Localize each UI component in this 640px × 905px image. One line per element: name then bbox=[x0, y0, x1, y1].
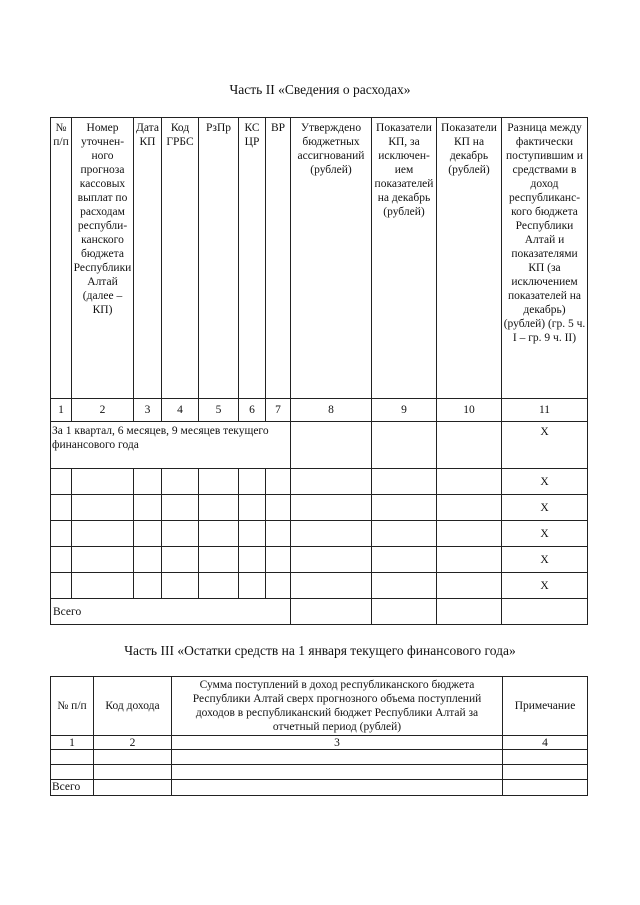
header-cell: ВР bbox=[266, 118, 291, 399]
header-cell: Сумма поступлений в доход республиканского бюджета Республики Алтай сверх прогнозного объема поступлений доходов в республиканский бюджет Республики Алтай за отчетный период (рублей) bbox=[172, 677, 503, 736]
column-number: 1 bbox=[51, 399, 72, 422]
column-number: 3 bbox=[134, 399, 162, 422]
x-mark: Х bbox=[502, 495, 588, 521]
table-cell bbox=[291, 521, 372, 547]
header-cell: Дата КП bbox=[134, 118, 162, 399]
table-cell bbox=[199, 495, 239, 521]
table-cell bbox=[503, 765, 588, 780]
table-cell bbox=[372, 599, 437, 625]
column-number: 9 bbox=[372, 399, 437, 422]
table-cell bbox=[239, 495, 266, 521]
column-number: 8 bbox=[291, 399, 372, 422]
quarter-row bbox=[51, 422, 588, 469]
table-cell bbox=[162, 573, 199, 599]
total-row bbox=[51, 780, 588, 796]
table-cell bbox=[372, 469, 437, 495]
table-cell bbox=[266, 521, 291, 547]
table-cell bbox=[199, 547, 239, 573]
table-cell bbox=[437, 573, 502, 599]
x-mark: Х bbox=[502, 521, 588, 547]
table-cell bbox=[239, 469, 266, 495]
table-cell bbox=[162, 547, 199, 573]
table-cell bbox=[239, 521, 266, 547]
table-cell bbox=[502, 599, 588, 625]
table-cell bbox=[51, 573, 72, 599]
table-cell bbox=[372, 547, 437, 573]
column-number: 1 bbox=[51, 736, 94, 750]
table-cell bbox=[134, 547, 162, 573]
table-cell bbox=[291, 469, 372, 495]
balances-table bbox=[50, 676, 588, 796]
part2-title: Часть II «Сведения о расходах» bbox=[229, 82, 411, 97]
table-row bbox=[51, 750, 588, 765]
column-number-row bbox=[51, 736, 588, 750]
quarter-label: За 1 квартал, 6 месяцев, 9 месяцев текущего финансового года bbox=[51, 422, 291, 469]
table-cell bbox=[94, 780, 172, 796]
x-mark: Х bbox=[502, 573, 588, 599]
table-cell bbox=[72, 573, 134, 599]
table-cell bbox=[51, 765, 94, 780]
table-cell bbox=[503, 780, 588, 796]
table-cell bbox=[437, 521, 502, 547]
header-cell: № п/п bbox=[51, 677, 94, 736]
table-cell bbox=[51, 521, 72, 547]
table-cell bbox=[266, 469, 291, 495]
table-cell bbox=[51, 495, 72, 521]
expenses-table bbox=[50, 117, 588, 625]
header-cell: Код дохода bbox=[94, 677, 172, 736]
table-cell bbox=[172, 765, 503, 780]
column-number: 5 bbox=[199, 399, 239, 422]
table-cell bbox=[372, 495, 437, 521]
column-number: 10 bbox=[437, 399, 502, 422]
column-number: 11 bbox=[502, 399, 588, 422]
header-cell: Код ГРБС bbox=[162, 118, 199, 399]
header-cell: Номер уточненного прогноза кассовых выплат по расходам республиканского бюджета Республики Алтай (далее – КП) bbox=[72, 118, 134, 399]
table-cell bbox=[94, 765, 172, 780]
column-number: 7 bbox=[266, 399, 291, 422]
header-cell: Показатели КП, за исключением показателей на декабрь (рублей) bbox=[372, 118, 437, 399]
table-row bbox=[51, 469, 588, 495]
table-cell bbox=[199, 469, 239, 495]
table-cell bbox=[372, 422, 437, 469]
table-cell bbox=[51, 547, 72, 573]
table-cell bbox=[172, 750, 503, 765]
table-cell bbox=[72, 547, 134, 573]
table-cell bbox=[239, 547, 266, 573]
column-number: 3 bbox=[172, 736, 503, 750]
x-mark: Х bbox=[502, 547, 588, 573]
x-mark: Х bbox=[502, 422, 588, 469]
table-cell bbox=[134, 469, 162, 495]
header-cell: Показатели КП на декабрь (рублей) bbox=[437, 118, 502, 399]
table-cell bbox=[72, 521, 134, 547]
table-cell bbox=[291, 547, 372, 573]
table-cell bbox=[503, 750, 588, 765]
table-cell bbox=[291, 573, 372, 599]
table-cell bbox=[134, 573, 162, 599]
table-cell bbox=[162, 469, 199, 495]
table-cell bbox=[437, 547, 502, 573]
table-row bbox=[51, 765, 588, 780]
table-cell bbox=[266, 547, 291, 573]
column-number: 4 bbox=[503, 736, 588, 750]
total-row bbox=[51, 599, 588, 625]
expenses-header-row bbox=[51, 118, 588, 399]
total-label: Всего bbox=[51, 780, 94, 796]
header-cell: Утверждено бюджетных ассигнований (рублей) bbox=[291, 118, 372, 399]
table-cell bbox=[291, 495, 372, 521]
table-row bbox=[51, 547, 588, 573]
table-cell bbox=[372, 521, 437, 547]
table-cell bbox=[134, 521, 162, 547]
table-cell bbox=[72, 469, 134, 495]
total-label: Всего bbox=[51, 599, 291, 625]
table-row bbox=[51, 495, 588, 521]
header-cell: Примечание bbox=[503, 677, 588, 736]
table-cell bbox=[94, 750, 172, 765]
table-cell bbox=[239, 573, 266, 599]
table-row bbox=[51, 573, 588, 599]
table-cell bbox=[437, 422, 502, 469]
header-cell: РзПр bbox=[199, 118, 239, 399]
table-cell bbox=[266, 495, 291, 521]
table-cell bbox=[72, 495, 134, 521]
table-cell bbox=[291, 422, 372, 469]
table-cell bbox=[51, 750, 94, 765]
table-cell bbox=[437, 599, 502, 625]
table-cell bbox=[162, 495, 199, 521]
table-cell bbox=[437, 495, 502, 521]
column-number: 4 bbox=[162, 399, 199, 422]
column-number-row bbox=[51, 399, 588, 422]
table-cell bbox=[162, 521, 199, 547]
column-number: 2 bbox=[72, 399, 134, 422]
table-cell bbox=[51, 469, 72, 495]
table-cell bbox=[199, 521, 239, 547]
balances-header-row bbox=[51, 677, 588, 736]
part3-title: Часть III «Остатки средств на 1 января текущего финансового года» bbox=[124, 643, 516, 658]
column-number: 2 bbox=[94, 736, 172, 750]
column-number: 6 bbox=[239, 399, 266, 422]
table-cell bbox=[134, 495, 162, 521]
header-cell: КС ЦР bbox=[239, 118, 266, 399]
table-cell bbox=[199, 573, 239, 599]
table-row bbox=[51, 521, 588, 547]
x-mark: Х bbox=[502, 469, 588, 495]
table-cell bbox=[291, 599, 372, 625]
table-cell bbox=[172, 780, 503, 796]
table-cell bbox=[266, 573, 291, 599]
table-cell bbox=[437, 469, 502, 495]
header-cell: № п/п bbox=[51, 118, 72, 399]
table-cell bbox=[372, 573, 437, 599]
header-cell: Разница между фактически поступившим и средствами в доход республиканского бюджета Республики Алтай и показателями КП (за исключением показателей на декабрь) (рублей) (гр. 5 ч. I – гр. 9 ч. II) bbox=[502, 118, 588, 399]
